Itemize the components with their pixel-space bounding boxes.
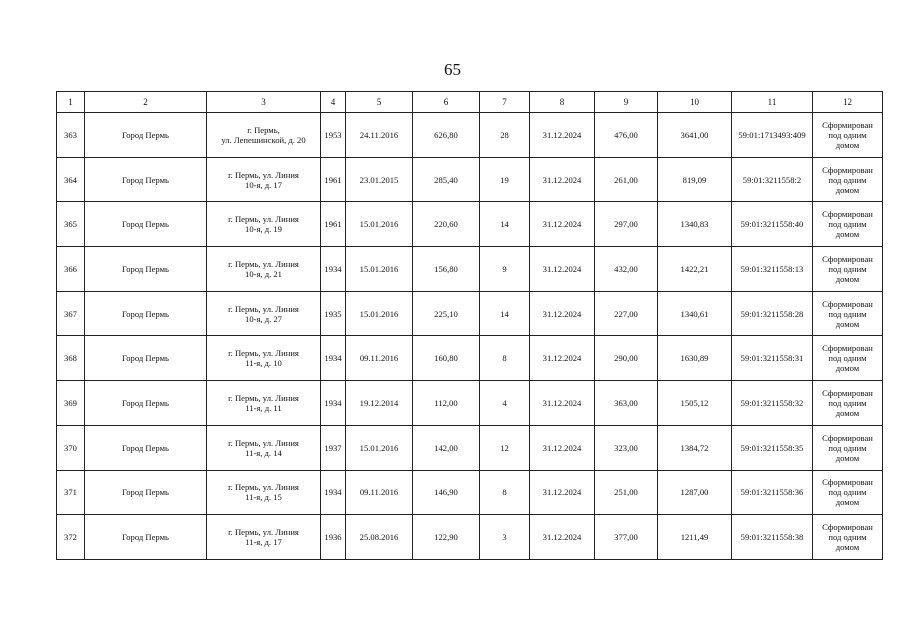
row-number-cell: 365 — [57, 202, 85, 247]
cadastral-number-cell: 59:01:3211558:38 — [732, 515, 813, 560]
address-cell: г. Пермь, ул. Линия 10-я, д. 17 — [207, 157, 321, 202]
survey-date-cell: 09.11.2016 — [346, 470, 413, 515]
table-row — [57, 470, 883, 515]
row-number-cell: 366 — [57, 247, 85, 292]
year-built-cell: 1936 — [321, 515, 346, 560]
land-area-cell: 290,00 — [595, 336, 658, 381]
cost-cell: 1287,00 — [658, 470, 732, 515]
land-status-cell: Сформирован под одним домом — [813, 113, 883, 158]
year-built-cell: 1934 — [321, 336, 346, 381]
area-cell: 156,80 — [413, 247, 480, 292]
cost-cell: 1340,83 — [658, 202, 732, 247]
row-number-cell: 364 — [57, 157, 85, 202]
cadastral-number-cell: 59:01:3211558:40 — [732, 202, 813, 247]
cost-cell: 1505,12 — [658, 381, 732, 426]
cadastral-number-cell: 59:01:3211558:13 — [732, 247, 813, 292]
cadastral-number-cell: 59:01:3211558:2 — [732, 157, 813, 202]
address-cell: г. Пермь, ул. Линия 11-я, д. 10 — [207, 336, 321, 381]
land-status-cell: Сформирован под одним домом — [813, 336, 883, 381]
cost-cell: 819,09 — [658, 157, 732, 202]
residents-cell: 4 — [480, 381, 530, 426]
land-area-cell: 323,00 — [595, 425, 658, 470]
land-area-cell: 297,00 — [595, 202, 658, 247]
table-row — [57, 381, 883, 426]
area-cell: 225,10 — [413, 291, 480, 336]
deadline-date-cell: 31.12.2024 — [530, 291, 595, 336]
address-cell: г. Пермь, ул. Линия 10-я, д. 21 — [207, 247, 321, 292]
land-area-cell: 261,00 — [595, 157, 658, 202]
table-row — [57, 515, 883, 560]
year-built-cell: 1934 — [321, 247, 346, 292]
column-header: 4 — [321, 92, 346, 113]
area-cell: 160,80 — [413, 336, 480, 381]
land-status-cell: Сформирован под одним домом — [813, 381, 883, 426]
residents-cell: 3 — [480, 515, 530, 560]
column-number-row — [57, 92, 883, 113]
cadastral-number-cell: 59:01:1713493:409 — [732, 113, 813, 158]
municipality-cell: Город Пермь — [85, 381, 207, 426]
municipality-cell: Город Пермь — [85, 425, 207, 470]
land-status-cell: Сформирован под одним домом — [813, 515, 883, 560]
area-cell: 285,40 — [413, 157, 480, 202]
page-number: 65 — [444, 60, 461, 79]
address-cell: г. Пермь, ул. Линия 11-я, д. 14 — [207, 425, 321, 470]
cost-cell: 3641,00 — [658, 113, 732, 158]
municipality-cell: Город Пермь — [85, 113, 207, 158]
residents-cell: 28 — [480, 113, 530, 158]
deadline-date-cell: 31.12.2024 — [530, 381, 595, 426]
column-header: 3 — [207, 92, 321, 113]
address-cell: г. Пермь, ул. Линия 11-я, д. 11 — [207, 381, 321, 426]
address-cell: г. Пермь, ул. Линия 10-я, д. 27 — [207, 291, 321, 336]
survey-date-cell: 19.12.2014 — [346, 381, 413, 426]
housing-register-table — [56, 91, 883, 560]
table-row — [57, 157, 883, 202]
cost-cell: 1340,61 — [658, 291, 732, 336]
table-row — [57, 291, 883, 336]
residents-cell: 8 — [480, 470, 530, 515]
survey-date-cell: 15.01.2016 — [346, 202, 413, 247]
land-status-cell: Сформирован под одним домом — [813, 202, 883, 247]
year-built-cell: 1935 — [321, 291, 346, 336]
cost-cell: 1630,89 — [658, 336, 732, 381]
residents-cell: 8 — [480, 336, 530, 381]
municipality-cell: Город Пермь — [85, 247, 207, 292]
column-header: 6 — [413, 92, 480, 113]
area-cell: 146,90 — [413, 470, 480, 515]
column-header: 11 — [732, 92, 813, 113]
survey-date-cell: 25.08.2016 — [346, 515, 413, 560]
area-cell: 122,90 — [413, 515, 480, 560]
column-header: 1 — [57, 92, 85, 113]
municipality-cell: Город Пермь — [85, 202, 207, 247]
cost-cell: 1422,21 — [658, 247, 732, 292]
column-header: 5 — [346, 92, 413, 113]
year-built-cell: 1934 — [321, 470, 346, 515]
cost-cell: 1211,49 — [658, 515, 732, 560]
municipality-cell: Город Пермь — [85, 470, 207, 515]
land-status-cell: Сформирован под одним домом — [813, 247, 883, 292]
deadline-date-cell: 31.12.2024 — [530, 157, 595, 202]
year-built-cell: 1961 — [321, 157, 346, 202]
deadline-date-cell: 31.12.2024 — [530, 470, 595, 515]
table-row — [57, 113, 883, 158]
land-area-cell: 227,00 — [595, 291, 658, 336]
survey-date-cell: 15.01.2016 — [346, 291, 413, 336]
deadline-date-cell: 31.12.2024 — [530, 425, 595, 470]
land-status-cell: Сформирован под одним домом — [813, 157, 883, 202]
column-header: 2 — [85, 92, 207, 113]
column-header: 8 — [530, 92, 595, 113]
land-area-cell: 377,00 — [595, 515, 658, 560]
survey-date-cell: 09.11.2016 — [346, 336, 413, 381]
column-header: 9 — [595, 92, 658, 113]
row-number-cell: 370 — [57, 425, 85, 470]
residents-cell: 14 — [480, 202, 530, 247]
area-cell: 142,00 — [413, 425, 480, 470]
year-built-cell: 1934 — [321, 381, 346, 426]
deadline-date-cell: 31.12.2024 — [530, 336, 595, 381]
area-cell: 220,60 — [413, 202, 480, 247]
address-cell: г. Пермь, ул. Линия 10-я, д. 19 — [207, 202, 321, 247]
year-built-cell: 1937 — [321, 425, 346, 470]
column-header: 10 — [658, 92, 732, 113]
municipality-cell: Город Пермь — [85, 291, 207, 336]
address-cell: г. Пермь, ул. Линия 11-я, д. 15 — [207, 470, 321, 515]
table-row — [57, 336, 883, 381]
row-number-cell: 363 — [57, 113, 85, 158]
survey-date-cell: 15.01.2016 — [346, 247, 413, 292]
table-row — [57, 425, 883, 470]
residents-cell: 12 — [480, 425, 530, 470]
row-number-cell: 372 — [57, 515, 85, 560]
year-built-cell: 1961 — [321, 202, 346, 247]
table-row — [57, 202, 883, 247]
cadastral-number-cell: 59:01:3211558:28 — [732, 291, 813, 336]
residents-cell: 14 — [480, 291, 530, 336]
table-row — [57, 247, 883, 292]
row-number-cell: 367 — [57, 291, 85, 336]
area-cell: 626,80 — [413, 113, 480, 158]
deadline-date-cell: 31.12.2024 — [530, 515, 595, 560]
row-number-cell: 369 — [57, 381, 85, 426]
cadastral-number-cell: 59:01:3211558:35 — [732, 425, 813, 470]
residents-cell: 19 — [480, 157, 530, 202]
cadastral-number-cell: 59:01:3211558:32 — [732, 381, 813, 426]
survey-date-cell: 24.11.2016 — [346, 113, 413, 158]
row-number-cell: 368 — [57, 336, 85, 381]
column-header: 12 — [813, 92, 883, 113]
cost-cell: 1384,72 — [658, 425, 732, 470]
column-header: 7 — [480, 92, 530, 113]
cadastral-number-cell: 59:01:3211558:36 — [732, 470, 813, 515]
municipality-cell: Город Пермь — [85, 336, 207, 381]
deadline-date-cell: 31.12.2024 — [530, 113, 595, 158]
municipality-cell: Город Пермь — [85, 157, 207, 202]
residents-cell: 9 — [480, 247, 530, 292]
survey-date-cell: 23.01.2015 — [346, 157, 413, 202]
land-status-cell: Сформирован под одним домом — [813, 470, 883, 515]
address-cell: г. Пермь, ул. Лепешинской, д. 20 — [207, 113, 321, 158]
address-cell: г. Пермь, ул. Линия 11-я, д. 17 — [207, 515, 321, 560]
land-status-cell: Сформирован под одним домом — [813, 291, 883, 336]
deadline-date-cell: 31.12.2024 — [530, 202, 595, 247]
land-area-cell: 251,00 — [595, 470, 658, 515]
year-built-cell: 1953 — [321, 113, 346, 158]
deadline-date-cell: 31.12.2024 — [530, 247, 595, 292]
land-status-cell: Сформирован под одним домом — [813, 425, 883, 470]
area-cell: 112,00 — [413, 381, 480, 426]
cadastral-number-cell: 59:01:3211558:31 — [732, 336, 813, 381]
land-area-cell: 432,00 — [595, 247, 658, 292]
municipality-cell: Город Пермь — [85, 515, 207, 560]
land-area-cell: 363,00 — [595, 381, 658, 426]
row-number-cell: 371 — [57, 470, 85, 515]
land-area-cell: 476,00 — [595, 113, 658, 158]
survey-date-cell: 15.01.2016 — [346, 425, 413, 470]
